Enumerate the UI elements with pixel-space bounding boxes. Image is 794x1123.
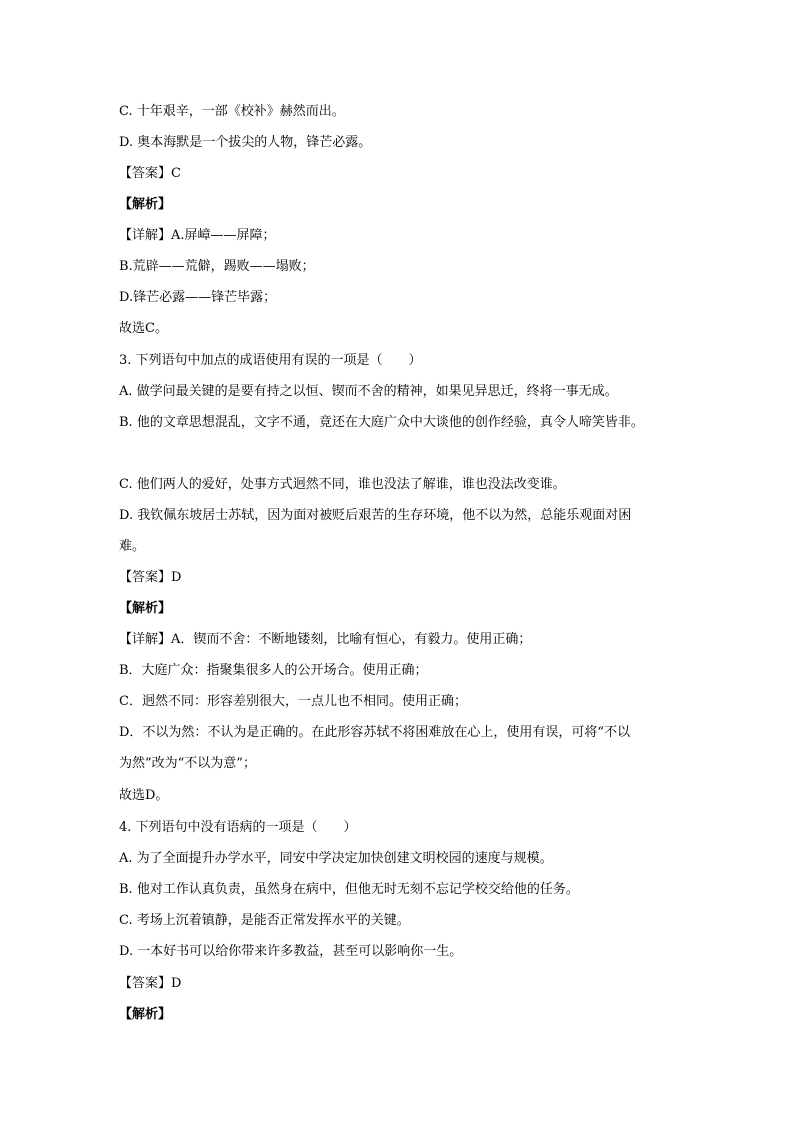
detail-line: B.荒辟——荒僻，踢败——塌败；	[119, 259, 315, 274]
answer-line: 【答案】D	[119, 570, 182, 585]
question-3-stem: 3. 下列语句中加点的成语使用有误的一项是（ ）	[119, 353, 422, 368]
question-3-option-a: A. 做学问最关键的是要有持之以恒、锲而不舍的精神，如果见异思迁，终将一事无成。	[119, 384, 618, 399]
analysis-heading: 【解析】	[119, 1007, 172, 1022]
detail-line: B．大庭广众：指聚集很多人的公开场合。使用正确；	[119, 663, 428, 678]
analysis-heading: 【解析】	[119, 601, 172, 616]
detail-line: 【详解】A．锲而不舍：不断地镂刻，比喻有恒心，有毅力。使用正确；	[119, 632, 532, 647]
option-d-line: D. 奥本海默是一个拔尖的人物，锋芒必露。	[119, 135, 372, 150]
answer-line: 【答案】D	[119, 976, 182, 991]
question-3-option-d-continued: 难。	[119, 539, 146, 554]
question-4-option-d: D. 一本好书可以给你带来许多教益，甚至可以影响你一生。	[119, 944, 463, 959]
conclusion-line: 故选D。	[119, 788, 169, 803]
question-3-option-b: B. 他的文章思想混乱，文字不通，竟还在大庭广众中大谈他的创作经验，真令人啼笑皆非。	[119, 415, 644, 430]
question-3-option-c: C. 他们两人的爱好，处事方式迥然不同，谁也没法了解谁，谁也没法改变谁。	[119, 477, 566, 492]
detail-line: 【详解】A.屏嶂——屏障；	[119, 228, 276, 243]
conclusion-line: 故选C。	[119, 321, 168, 336]
question-3-option-d: D. 我钦佩东坡居士苏轼，因为面对被贬后艰苦的生存环境，他不以为然，总能乐观面对困	[119, 508, 632, 523]
question-4-stem: 4. 下列语句中没有语病的一项是（ ）	[119, 820, 357, 835]
detail-line: C．迥然不同：形容差别很大，一点儿也不相同。使用正确；	[119, 694, 467, 709]
detail-line: D.锋芒必露——锋芒毕露；	[119, 290, 277, 305]
detail-line: D．不以为然：不认为是正确的。在此形容苏轼不将困难放在心上，使用有误，可将“不以	[119, 725, 631, 740]
question-4-option-c: C. 考场上沉着镇静，是能否正常发挥水平的关键。	[119, 913, 410, 928]
question-4-option-b: B. 他对工作认真负责，虽然身在病中，但他无时无刻不忘记学校交给他的任务。	[119, 882, 579, 897]
detail-line-continued: 为然”改为“不以为意”；	[119, 756, 256, 771]
analysis-heading: 【解析】	[119, 197, 172, 212]
answer-line: 【答案】C	[119, 166, 181, 181]
option-c-line: C. 十年艰辛，一部《校补》赫然而出。	[119, 104, 345, 119]
question-4-option-a: A. 为了全面提升办学水平，同安中学决定加快创建文明校园的速度与规模。	[119, 851, 553, 866]
